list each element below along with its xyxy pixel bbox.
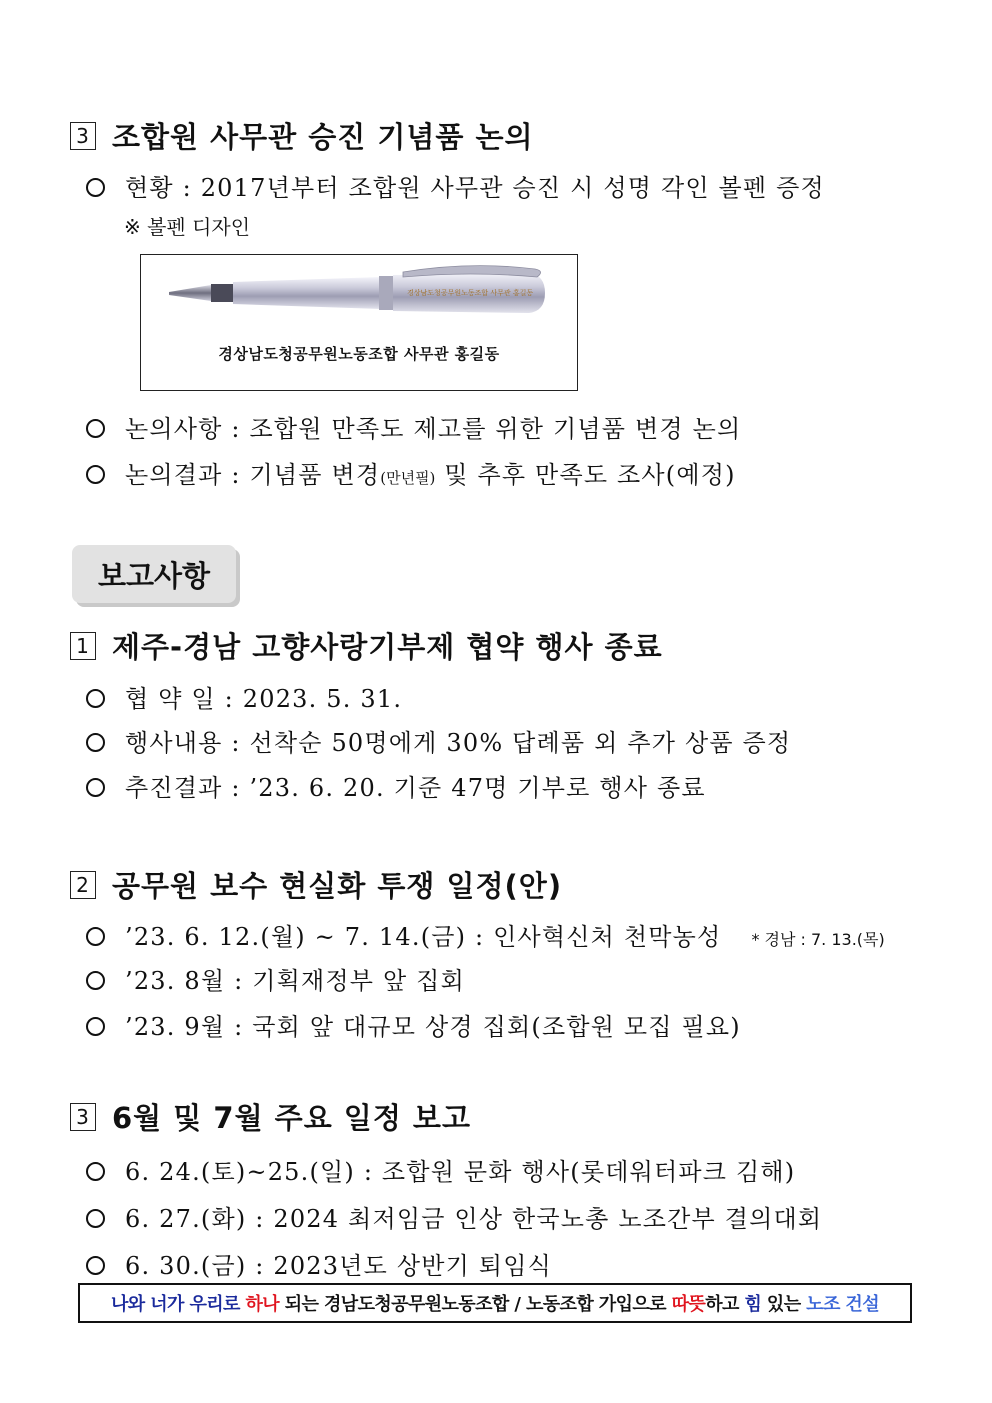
slogan-part-2: 하나 [245,1294,280,1315]
slogan-part-3: 되는 경남도청공무원노동조합 / 노동조합 가입으로 [279,1294,672,1315]
pen-engraving: 경상남도청공무원노동조합 사무관 홍길동 [407,289,534,297]
list-item [86,455,736,490]
section-title: 제주-경남 고향사랑기부제 협약 행사 종료 [112,630,663,664]
circle-bullet-icon [86,927,105,946]
item-text: 6. 30.(금) : 2023년도 상반기 퇴임식 [125,1252,552,1280]
section-number-box: 3 [70,122,96,150]
list-item [86,1152,795,1187]
slogan-part-7: 있는 [761,1294,807,1315]
section-title: 공무원 보수 현실화 투쟁 일정(안) [112,869,563,903]
item-note: * 경남 : 7. 13.(목) [751,930,885,949]
list-item [86,409,741,444]
section-number-box: 2 [70,871,96,899]
item-text: 6. 24.(토)~25.(일) : 조합원 문화 행사(롯데워터파크 김해) [125,1158,796,1186]
list-item [86,1246,552,1281]
circle-bullet-icon [86,178,105,197]
section-title: 조합원 사무관 승진 기념품 논의 [112,120,534,154]
item-text: 협 약 일 : 2023. 5. 31. [125,685,403,713]
section-number-box: 1 [70,632,96,660]
circle-bullet-icon [86,1162,105,1181]
list-item [86,768,706,803]
section-heading-schedule [70,1096,471,1137]
list-item [86,723,791,758]
item-text: 행사내용 : 선착순 50명에게 30% 답례품 외 추가 상품 증정 [125,729,792,757]
item-text: ’23. 8월 : 기획재정부 앞 집회 [125,967,465,995]
item-text: ’23. 9월 : 국회 앞 대규모 상경 집회(조합원 모집 필요) [125,1013,741,1041]
item-text-small: (만년필) [380,469,436,487]
section-heading-jeju [70,625,663,666]
circle-bullet-icon [86,1256,105,1275]
list-item [86,679,402,714]
section-heading-salary [70,864,562,905]
list-item [86,961,465,996]
circle-bullet-icon [86,419,105,438]
slogan-part-8: 노조 건설 [806,1294,879,1315]
circle-bullet-icon [86,465,105,484]
circle-bullet-icon [86,778,105,797]
section-title: 6월 및 7월 주요 일정 보고 [112,1101,471,1135]
slogan-part-4: 따뜻 [671,1294,706,1315]
circle-bullet-icon [86,1017,105,1036]
ballpoint-pen-icon [141,255,577,335]
item-text: ’23. 6. 12.(월) ~ 7. 14.(금) : 인사혁신처 천막농성 [125,923,722,951]
section-heading-commemorative [70,115,534,156]
slogan-part-6: 힘 [744,1294,762,1315]
circle-bullet-icon [86,689,105,708]
pen-caption: 경상남도청공무원노동조합 사무관 홍길동 [218,345,500,363]
item-text-suffix: 및 추후 만족도 조사(예정) [435,461,736,489]
circle-bullet-icon [86,733,105,752]
list-item [86,168,825,203]
slogan-banner [78,1283,912,1323]
list-item [86,1199,822,1234]
pen-design-image [140,254,578,391]
list-item [86,917,885,952]
item-text: 6. 27.(화) : 2024 최저임금 인상 한국노총 노조간부 결의대회 [125,1205,823,1233]
circle-bullet-icon [86,1209,105,1228]
item-text: 추진결과 : ’23. 6. 20. 기준 47명 기부로 행사 종료 [125,774,706,802]
item-text-prefix: 논의결과 : 기념품 변경 [125,461,381,489]
design-note: ※ 볼펜 디자인 [124,215,251,239]
slogan-part-1: 나와 너가 우리로 [111,1294,246,1315]
list-item [86,1007,741,1042]
section-number-box: 3 [70,1103,96,1131]
item-text: 논의사항 : 조합원 만족도 제고를 위한 기념품 변경 논의 [125,415,742,443]
report-tab: 보고사항 [72,545,236,603]
item-text: 현황 : 2017년부터 조합원 사무관 승진 시 성명 각인 볼펜 증정 [125,174,825,202]
slogan-part-5: 하고 [705,1294,745,1315]
circle-bullet-icon [86,971,105,990]
